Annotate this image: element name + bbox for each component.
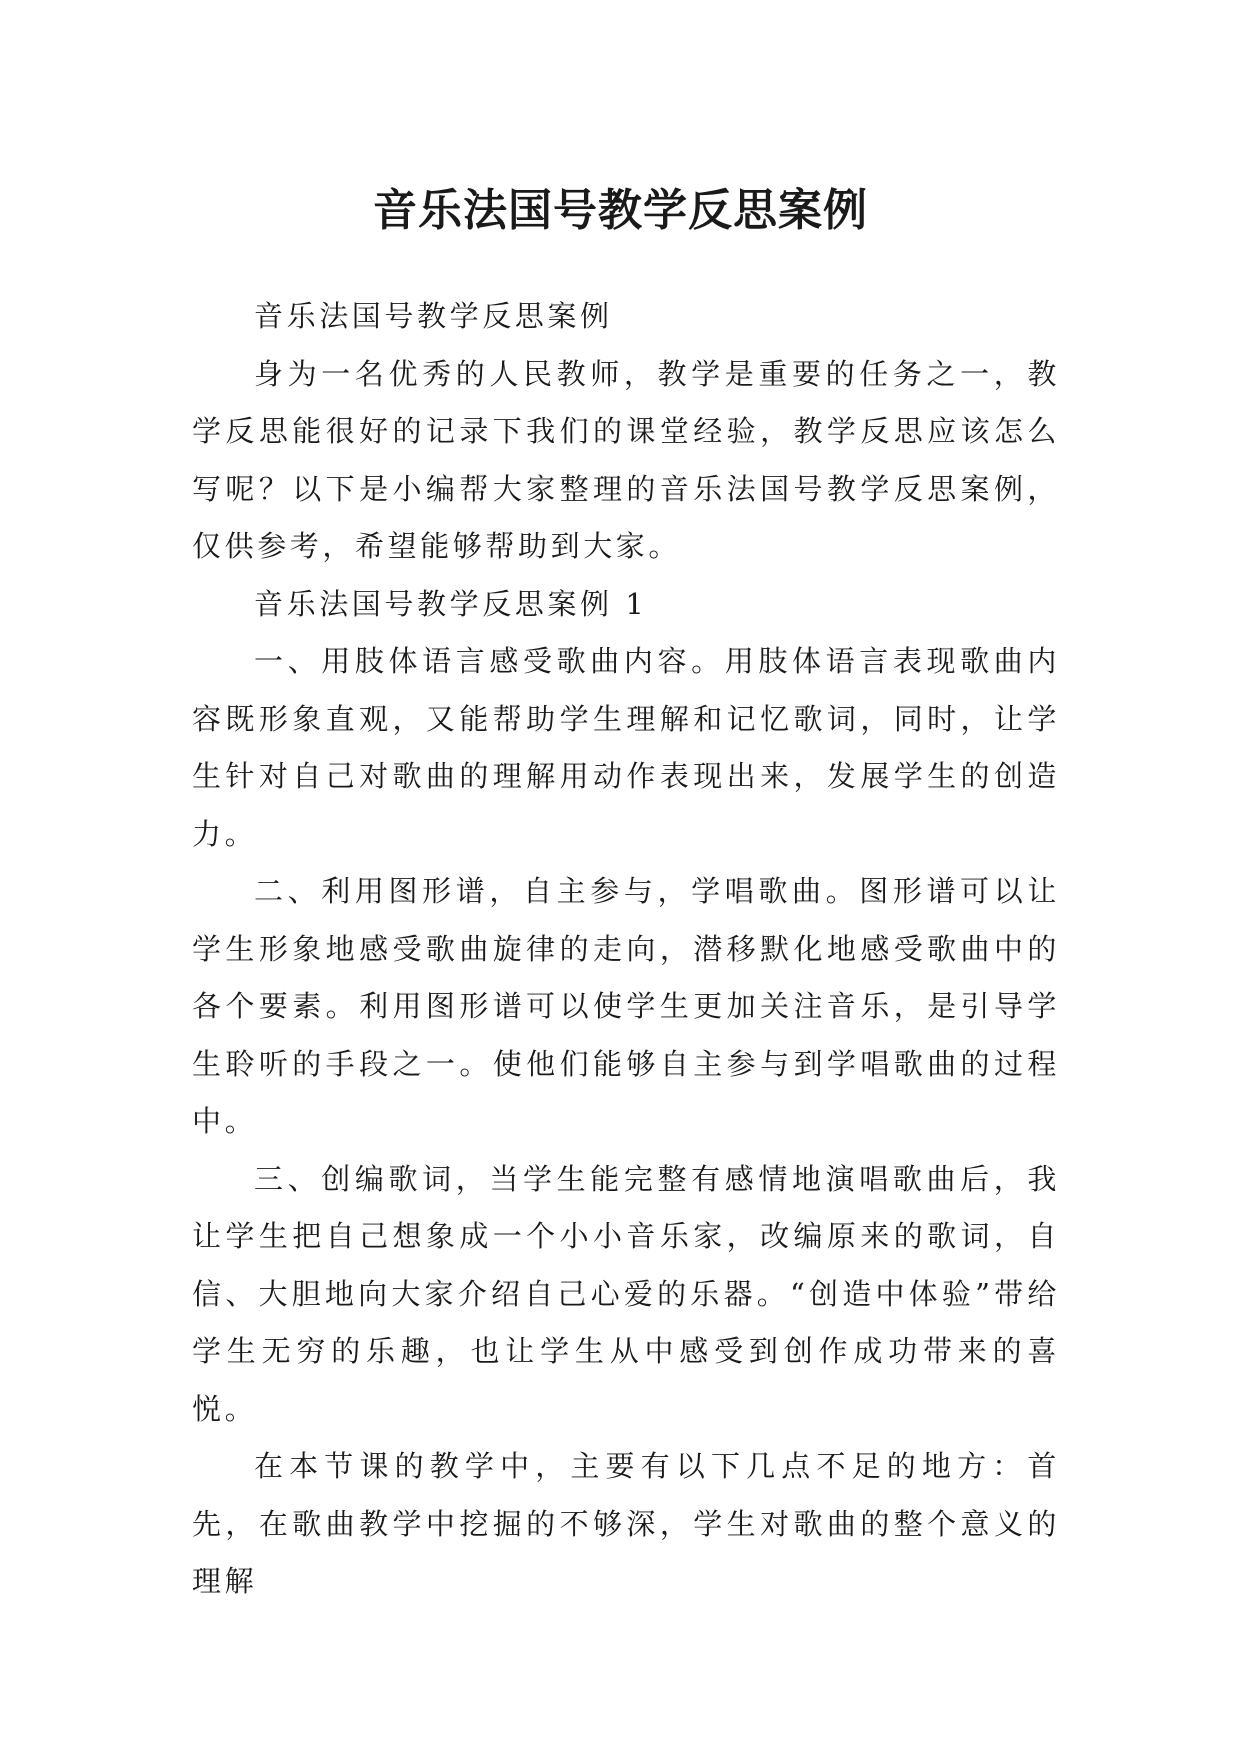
paragraph-point-one: 一、用肢体语言感受歌曲内容。用肢体语言表现歌曲内容既形象直观，又能帮助学生理解和记忆歌词，同时，让学生针对自己对歌曲的理解用动作表现出来，发展学生的创造力。	[192, 644, 1060, 851]
paragraph-case-heading: 音乐法国号教学反思案例 1	[254, 586, 648, 621]
paragraph-point-two: 二、利用图形谱，自主参与，学唱歌曲。图形谱可以让学生形象地感受歌曲旋律的走向，潜移默化地感受歌曲中的各个要素。利用图形谱可以使学生更加关注音乐，是引导学生聆听的手段之一。使他们能够自主参与到学唱歌曲的过程中。	[192, 874, 1060, 1138]
paragraph-subtitle: 音乐法国号教学反思案例	[254, 299, 613, 333]
document-title: 音乐法国号教学反思案例	[373, 185, 868, 237]
paragraph-intro: 身为一名优秀的人民教师，教学是重要的任务之一，教学反思能很好的记录下我们的课堂经验，教学反思应该怎么写呢？以下是小编帮大家整理的音乐法国号教学反思案例，仅供参考，希望能够帮助到大家。	[192, 356, 1060, 563]
document-body	[192, 288, 1060, 1611]
paragraph-shortcomings: 在本节课的教学中，主要有以下几点不足的地方：首先，在歌曲教学中挖掘的不够深，学生对歌曲的整个意义的理解	[192, 1449, 1060, 1598]
paragraph-point-three: 三、创编歌词，当学生能完整有感情地演唱歌曲后，我让学生把自己想象成一个小小音乐家，改编原来的歌词，自信、大胆地向大家介绍自己心爱的乐器。“创造中体验”带给学生无穷的乐趣，也让学生从中感受到创作成功带来的喜悦。	[192, 1161, 1060, 1426]
